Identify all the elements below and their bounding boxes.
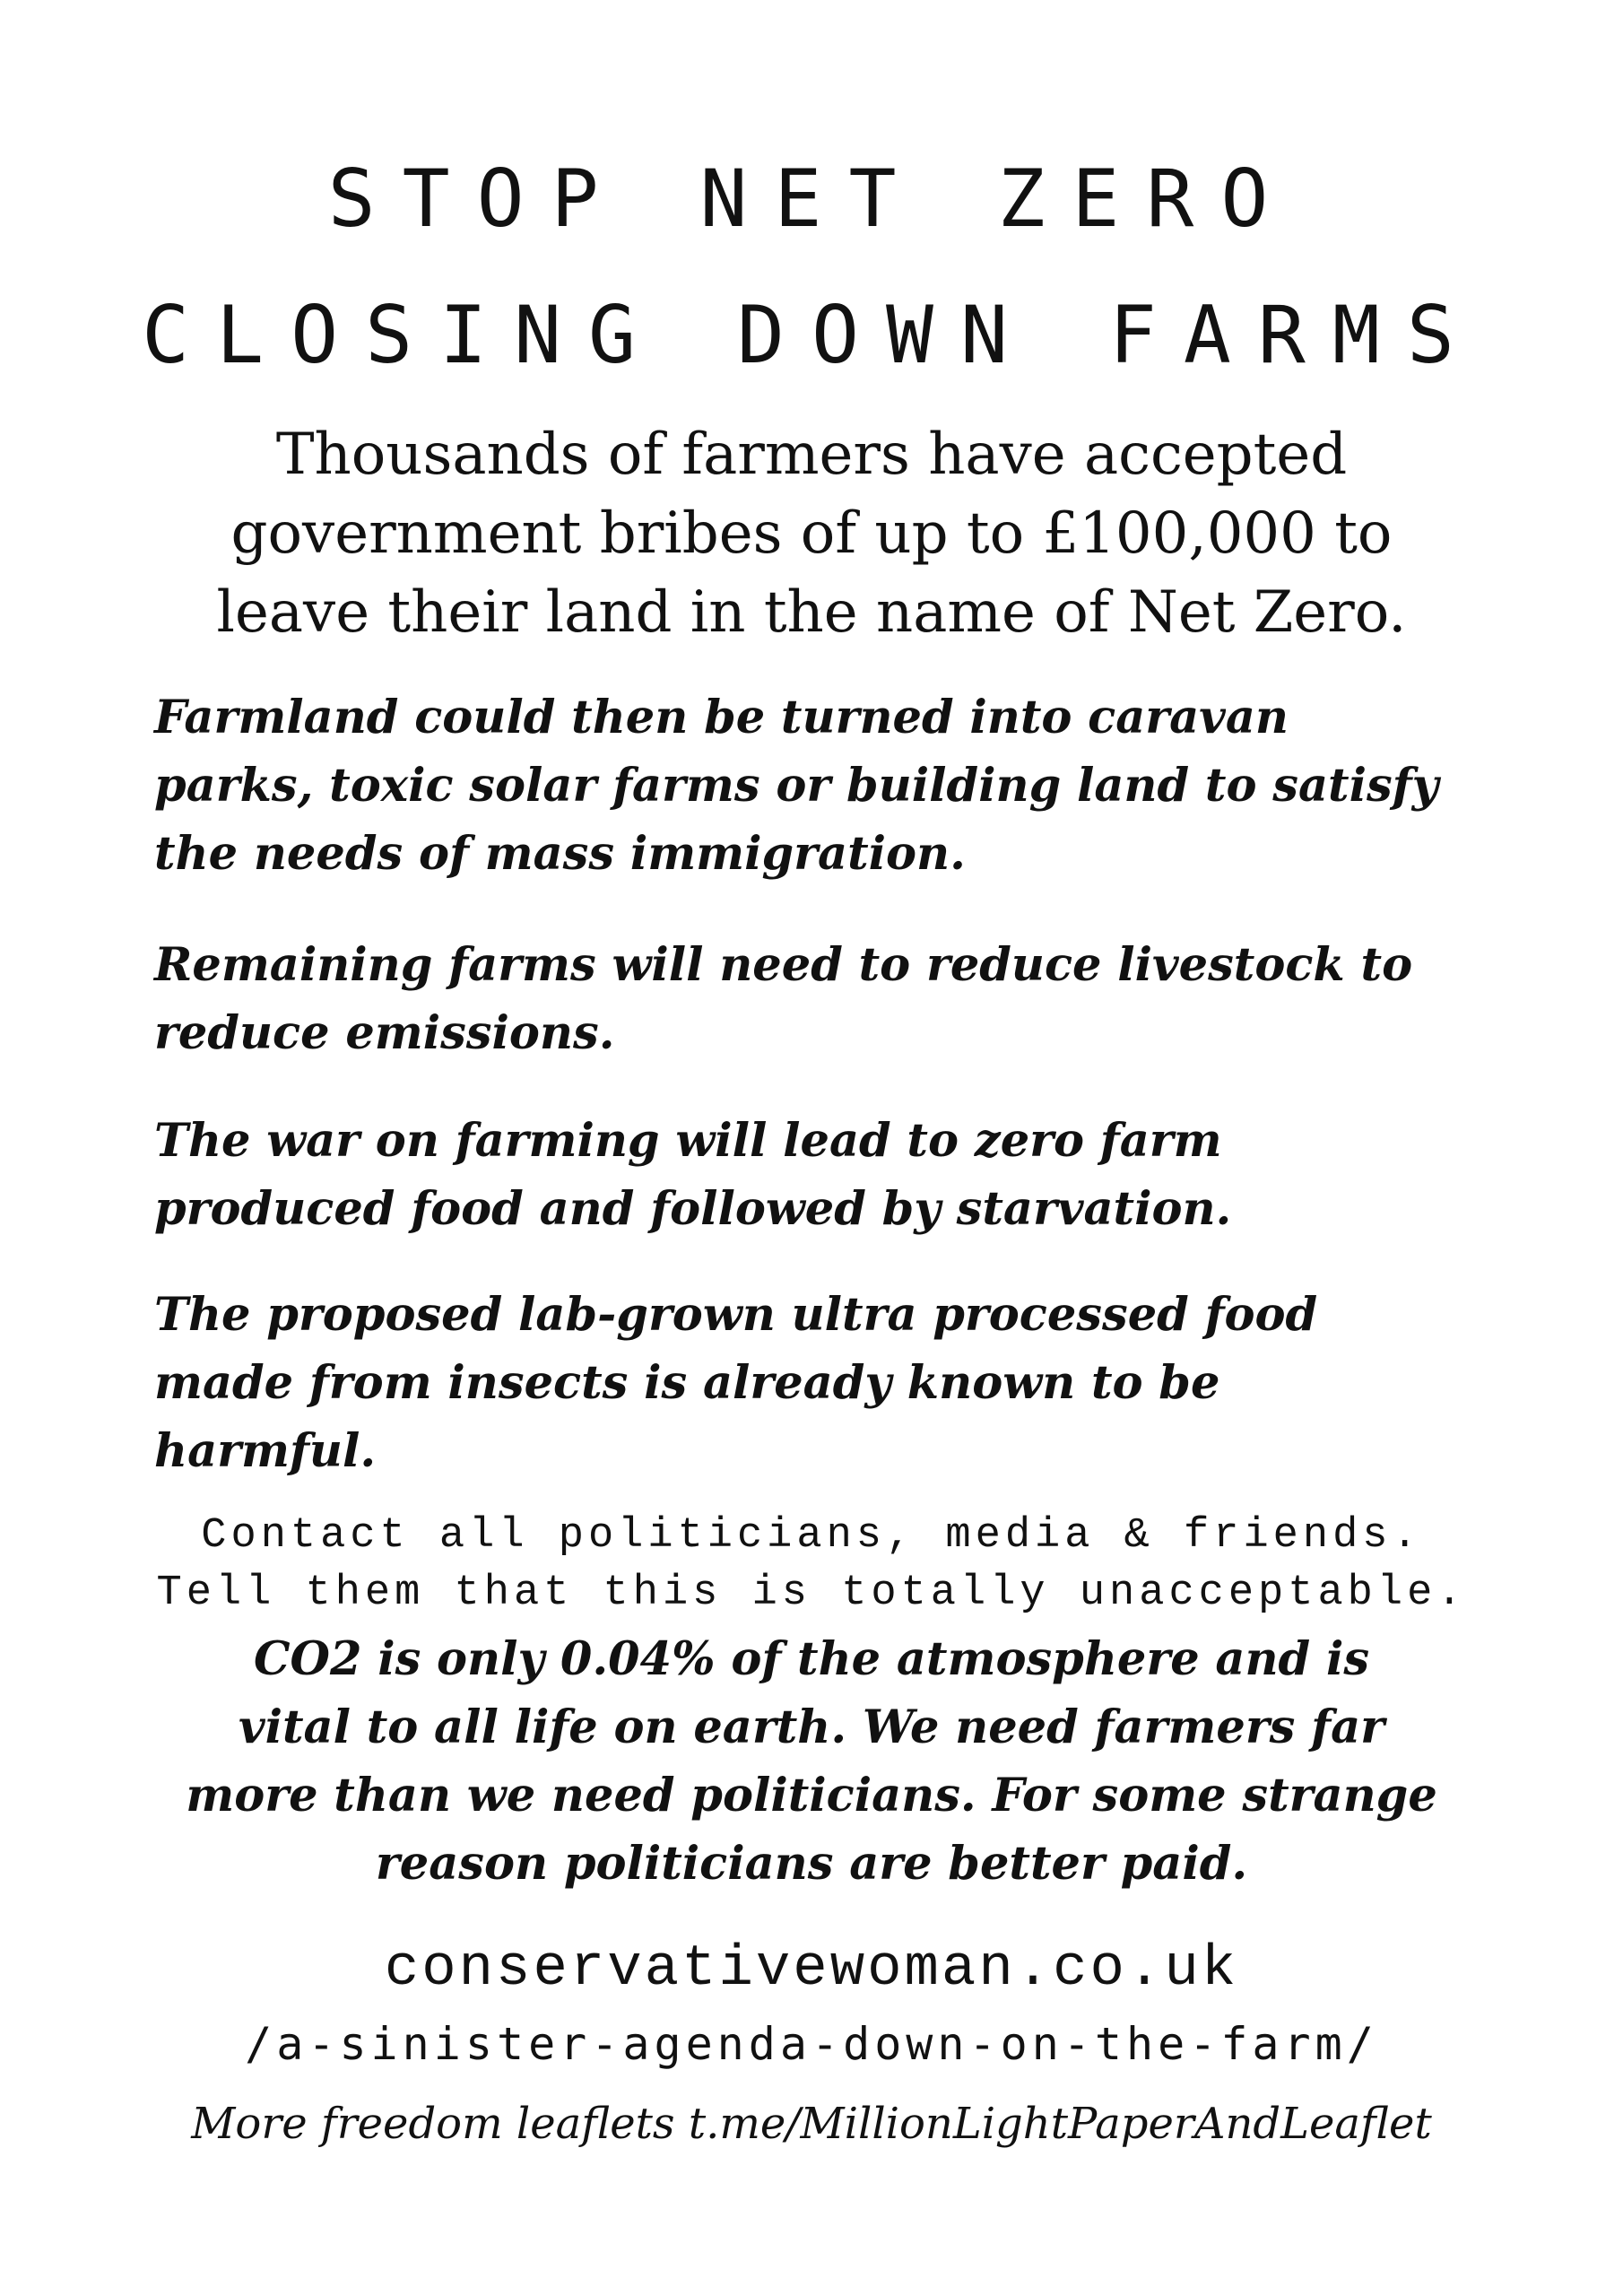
source-domain: conservativewoman.co.uk: [384, 1937, 1239, 2002]
paragraph-livestock-line-2: reduce emissions.: [154, 1006, 615, 1060]
intro-line-1: Thousands of farmers have accepted: [275, 422, 1348, 488]
contact-line-1: Contact all politicians, media & friends.: [201, 1512, 1422, 1560]
paragraph-lab-food-line-3: harmful.: [154, 1424, 377, 1478]
paragraph-farmland-line-2: parks, toxic solar farms or building land to satisfy: [154, 759, 1439, 813]
intro-line-2: government bribes of up to £100,000 to: [230, 500, 1393, 567]
co2-line-2: vital to all life on earth. We need farmers far: [238, 1700, 1385, 1754]
paragraph-farmland-line-1: Farmland could then be turned into caravan: [154, 691, 1289, 744]
intro-line-3: leave their land in the name of Net Zero.: [216, 579, 1407, 646]
source-path: /a-sinister-agenda-down-on-the-farm/: [245, 2018, 1378, 2070]
paragraph-livestock-line-1: Remaining farms will need to reduce livestock to: [154, 938, 1413, 992]
contact-line-2: Tell them that this is totally unacceptable.: [156, 1570, 1467, 1617]
paragraph-lab-food-line-2: made from insects is already known to be: [154, 1356, 1220, 1410]
paragraph-farmland-line-3: the needs of mass immigration.: [154, 827, 966, 881]
title-line-1: STOP NET ZERO: [327, 152, 1296, 245]
paragraph-war-line-1: The war on farming will lead to zero farm: [154, 1114, 1222, 1168]
paragraph-lab-food-line-1: The proposed lab-grown ultra processed food: [154, 1288, 1318, 1342]
co2-line-4: reason politicians are better paid.: [375, 1837, 1248, 1891]
co2-line-1: CO2 is only 0.04% of the atmosphere and is: [253, 1632, 1370, 1686]
co2-line-3: more than we need politicians. For some strange: [186, 1769, 1437, 1822]
footer-leaflets-link: More freedom leaflets t.me/MillionLightPaperAndLeaflet: [191, 2099, 1432, 2149]
title-line-2: CLOSING DOWN FARMS: [142, 289, 1481, 381]
paragraph-war-line-2: produced food and followed by starvation.: [154, 1182, 1232, 1236]
